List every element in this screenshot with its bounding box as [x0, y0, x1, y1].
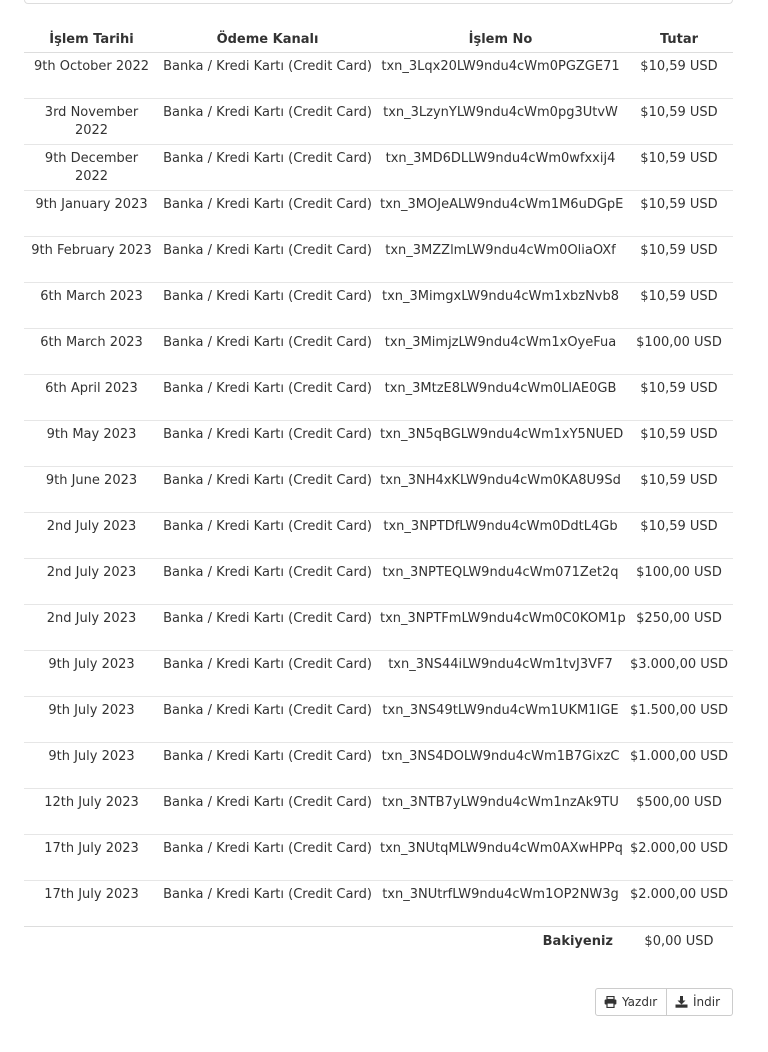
balance-label: Bakiyeniz: [24, 927, 625, 957]
cell-amount: $1.000,00 USD: [625, 743, 733, 789]
cell-channel: Banka / Kredi Kartı (Credit Card): [159, 513, 376, 559]
cell-date: 12th July 2023: [24, 789, 159, 835]
cell-channel: Banka / Kredi Kartı (Credit Card): [159, 99, 376, 145]
cell-amount: $10,59 USD: [625, 145, 733, 191]
cell-txn: txn_3NS49tLW9ndu4cWm1UKM1IGE: [376, 697, 625, 743]
print-label: Yazdır: [622, 995, 658, 1009]
cell-date: 9th October 2022: [34, 59, 149, 74]
cell-channel: Banka / Kredi Kartı (Credit Card): [159, 697, 376, 743]
table-row: [24, 605, 733, 651]
cell-channel: Banka / Kredi Kartı (Credit Card): [163, 59, 372, 74]
cell-amount: $10,59 USD: [625, 237, 733, 283]
cell-txn: txn_3N5qBGLW9ndu4cWm1xY5NUED: [376, 421, 625, 467]
table-row: [24, 145, 733, 191]
cell-channel: Banka / Kredi Kartı (Credit Card): [159, 835, 376, 881]
cell-amount: $100,00 USD: [625, 329, 733, 375]
cell-amount: $10,59 USD: [640, 59, 718, 74]
cell-date: 17th July 2023: [24, 835, 159, 881]
table-row: [24, 559, 733, 605]
transactions-panel: [24, 27, 733, 957]
cell-channel: Banka / Kredi Kartı (Credit Card): [159, 421, 376, 467]
cell-channel: Banka / Kredi Kartı (Credit Card): [159, 651, 376, 697]
cell-txn: txn_3NPTEQLW9ndu4cWm071Zet2q: [376, 559, 625, 605]
cell-channel: Banka / Kredi Kartı (Credit Card): [159, 467, 376, 513]
cell-channel: Banka / Kredi Kartı (Credit Card): [159, 283, 376, 329]
cell-date: 9th June 2023: [24, 467, 159, 513]
table-row: [24, 651, 733, 697]
cell-date: 6th April 2023: [24, 375, 159, 421]
cell-amount: $2.000,00 USD: [625, 881, 733, 927]
cell-txn: txn_3MOJeALW9ndu4cWm1M6uDGpE: [376, 191, 625, 237]
cell-date: 9th July 2023: [24, 743, 159, 789]
cell-date: 6th March 2023: [24, 283, 159, 329]
cell-amount: $10,59 USD: [625, 191, 733, 237]
cell-date: 2nd July 2023: [24, 513, 159, 559]
cell-date: 9th July 2023: [24, 651, 159, 697]
cell-amount: $250,00 USD: [625, 605, 733, 651]
download-icon: [675, 996, 688, 1008]
cell-txn: txn_3MZZlmLW9ndu4cWm0OliaOXf: [376, 237, 625, 283]
cell-channel: Banka / Kredi Kartı (Credit Card): [159, 743, 376, 789]
table-row: [24, 421, 733, 467]
cell-amount: $1.500,00 USD: [625, 697, 733, 743]
cell-txn: txn_3NTB7yLW9ndu4cWm1nzAk9TU: [376, 789, 625, 835]
table-row: [24, 467, 733, 513]
cell-amount: $10,59 USD: [625, 99, 733, 145]
cell-date: 9th May 2023: [24, 421, 159, 467]
table-row: [24, 835, 733, 881]
cell-txn: txn_3NPTFmLW9ndu4cWm0C0KOM1p: [376, 605, 625, 651]
cell-txn: txn_3LzynYLW9ndu4cWm0pg3UtvW: [376, 99, 625, 145]
cell-channel: Banka / Kredi Kartı (Credit Card): [159, 559, 376, 605]
cell-date: 2nd July 2023: [24, 559, 159, 605]
header-date: İşlem Tarihi: [24, 27, 159, 53]
table-row: [24, 53, 733, 99]
cell-date: 17th July 2023: [24, 881, 159, 927]
cell-txn: txn_3MimjzLW9ndu4cWm1xOyeFua: [376, 329, 625, 375]
cell-amount: $100,00 USD: [625, 559, 733, 605]
cell-txn: txn_3NS44iLW9ndu4cWm1tvJ3VF7: [376, 651, 625, 697]
download-label: İndir: [693, 995, 721, 1009]
cell-channel: Banka / Kredi Kartı (Credit Card): [159, 329, 376, 375]
table-row: [24, 743, 733, 789]
download-button[interactable]: [667, 988, 733, 1016]
table-header-row: [24, 27, 733, 53]
cell-amount: $10,59 USD: [625, 375, 733, 421]
cell-channel: Banka / Kredi Kartı (Credit Card): [159, 789, 376, 835]
table-row: [24, 697, 733, 743]
cell-txn: txn_3MimgxLW9ndu4cWm1xbzNvb8: [376, 283, 625, 329]
header-txn: İşlem No: [376, 27, 625, 53]
cell-amount: $10,59 USD: [625, 467, 733, 513]
table-row: [24, 191, 733, 237]
action-button-group: [595, 988, 733, 1016]
cell-date: 3rd November 2022: [24, 99, 159, 145]
table-row: [24, 881, 733, 927]
cell-amount: $2.000,00 USD: [625, 835, 733, 881]
cell-channel: Banka / Kredi Kartı (Credit Card): [159, 191, 376, 237]
cell-txn: txn_3NPTDfLW9ndu4cWm0DdtL4Gb: [376, 513, 625, 559]
header-amount: Tutar: [625, 27, 733, 53]
cell-channel: Banka / Kredi Kartı (Credit Card): [159, 605, 376, 651]
cell-date: 6th March 2023: [24, 329, 159, 375]
cell-channel: Banka / Kredi Kartı (Credit Card): [159, 375, 376, 421]
cell-channel: Banka / Kredi Kartı (Credit Card): [159, 145, 376, 191]
cell-txn: txn_3Lqx20LW9ndu4cWm0PGZGE71: [381, 59, 620, 74]
panel-top-edge: [24, 0, 733, 4]
header-channel: Ödeme Kanalı: [159, 27, 376, 53]
cell-txn: txn_3NS4DOLW9ndu4cWm1B7GixzC: [376, 743, 625, 789]
table-row: [24, 375, 733, 421]
cell-date: 9th July 2023: [24, 697, 159, 743]
table-row: [24, 237, 733, 283]
cell-txn: txn_3NUtrfLW9ndu4cWm1OP2NW3g: [376, 881, 625, 927]
cell-date: 9th January 2023: [24, 191, 159, 237]
print-button[interactable]: [595, 988, 667, 1016]
cell-amount: $10,59 USD: [625, 513, 733, 559]
table-row: [24, 513, 733, 559]
cell-date: 9th February 2023: [24, 237, 159, 283]
cell-amount: $3.000,00 USD: [625, 651, 733, 697]
table-row: [24, 329, 733, 375]
cell-channel: Banka / Kredi Kartı (Credit Card): [159, 881, 376, 927]
cell-txn: txn_3NUtqMLW9ndu4cWm0AXwHPPq: [376, 835, 625, 881]
print-icon: [604, 996, 617, 1008]
cell-date: 2nd July 2023: [24, 605, 159, 651]
cell-txn: txn_3NH4xKLW9ndu4cWm0KA8U9Sd: [376, 467, 625, 513]
cell-txn: txn_3MtzE8LW9ndu4cWm0LlAE0GB: [376, 375, 625, 421]
cell-txn: txn_3MD6DLLW9ndu4cWm0wfxxij4: [376, 145, 625, 191]
cell-channel: Banka / Kredi Kartı (Credit Card): [159, 237, 376, 283]
balance-value: $0,00 USD: [625, 927, 733, 957]
balance-row: [24, 927, 733, 957]
cell-amount: $10,59 USD: [625, 421, 733, 467]
cell-amount: $500,00 USD: [625, 789, 733, 835]
transactions-table: [24, 27, 733, 957]
table-row: [24, 99, 733, 145]
table-row: [24, 283, 733, 329]
cell-amount: $10,59 USD: [625, 283, 733, 329]
table-row: [24, 789, 733, 835]
cell-date: 9th December 2022: [24, 145, 159, 191]
